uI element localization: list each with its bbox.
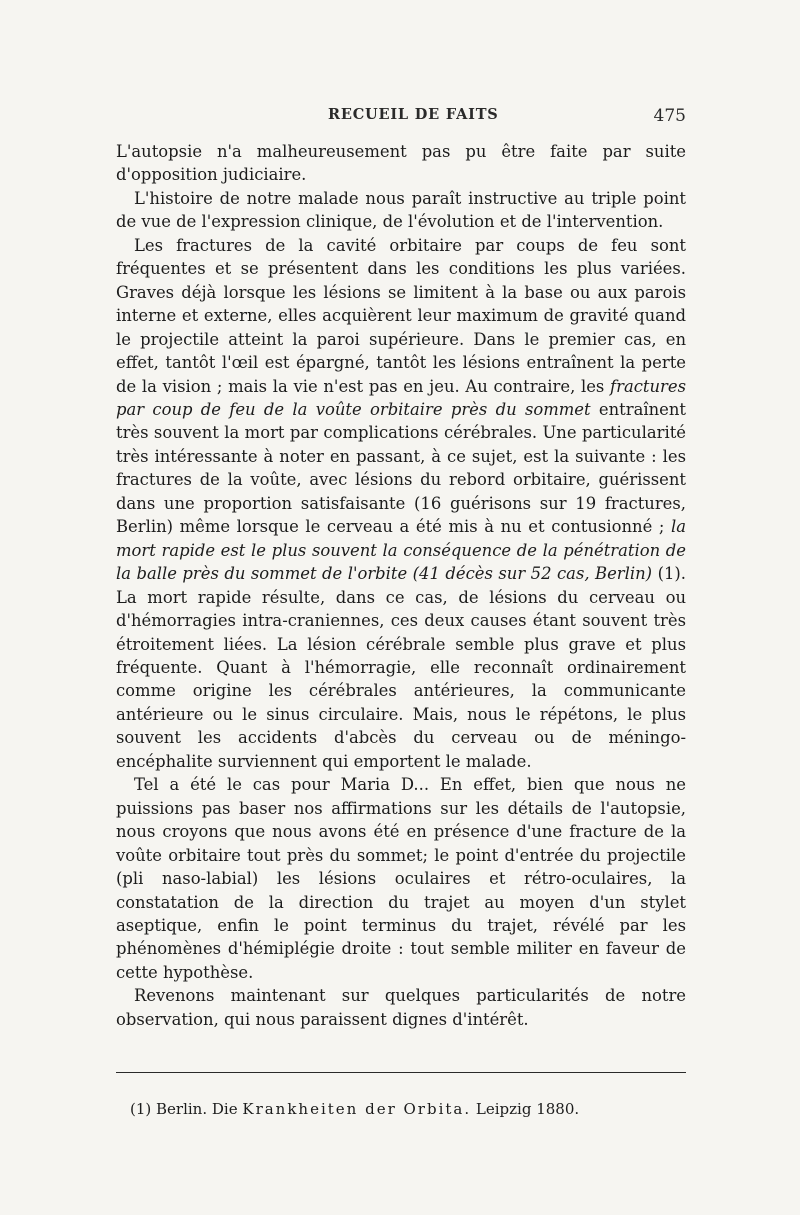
- running-title: RECUEIL DE FAITS: [328, 106, 499, 123]
- paragraph-histoire: [116, 187, 686, 234]
- body-text: [116, 140, 686, 1031]
- footnote-marker: (1) Berlin. Die: [130, 1100, 243, 1118]
- paragraph-autopsie: [116, 140, 686, 187]
- emphasis-mort-rapide: la mort rapide est le plus souvent la conséquence de la pénétration de la balle près du sommet de l'orbite (41 décès sur 52 cas, Berlin): [116, 517, 686, 584]
- footnote-tail: Leipzig 1880.: [471, 1100, 580, 1118]
- paragraph-text: L'autopsie n'a malheureusement pas pu être faite par suite d'opposition judiciaire.: [116, 142, 686, 185]
- paragraph-text: Les fractures de la cavité orbitaire par coups de feu sont fréquentes et se présentent dans les conditions les plus variées. Graves déjà lorsque les lésions se limitent à la base ou aux parois interne et externe, elles acquièrent leur maximum de gravité quand le projectile atteint la paroi supérieure. Dans le premier cas, en effet, tantôt l'œil est épargné, tantôt les lésions entraînent la perte de la vision ; mais la vie n'est pas en jeu. Au contraire, les: [116, 235, 686, 396]
- paragraph-text: Tel a été le cas pour Maria D... En effet, bien que nous ne puissions pas baser nos affirmations sur les détails de l'autopsie, nous croyons que nous avons été en présence d'une fracture de la voûte orbitaire tout près du sommet; le point d'entrée du projectile (pli naso-labial) les lésions oculaires et rétro-oculaires, la constatation de la direction du trajet au moyen d'un stylet aseptique, enfin le point terminus du trajet, révélé par les phénomènes d'hémiplégie droite : tout semble militer en faveur de cette hypothèse.: [116, 775, 686, 982]
- running-head: [116, 106, 686, 130]
- paragraph-maria: [116, 773, 686, 984]
- paragraph-text: entraînent très souvent la mort par complications cérébrales. Une particularité très intéressante à noter en passant, à ce sujet, est la suivante : les fractures de la voûte, avec lésions du rebord orbitaire, guérissent dans une proportion satisfaisante (16 guérisons sur 19 fractures, Berlin) même lorsque le cerveau a été mis à nu et contusionné ;: [116, 399, 687, 537]
- footnote: [130, 1099, 686, 1119]
- paragraph-text: Revenons maintenant sur quelques particularités de notre observation, qui nous paraissent dignes d'intérêt.: [116, 986, 686, 1029]
- footnote-book-title: Krankheiten der Orbita.: [242, 1100, 472, 1118]
- paragraph-text: (1). La mort rapide résulte, dans ce cas, de lésions du cerveau ou d'hémorragies intra-craniennes, ces deux causes étant souvent très étroitement liées. La lésion cérébrale semble plus grave et plus fréquente. Quant à l'hémorragie, elle reconnaît ordinairement comme origine les cérébrales antérieures, la communicante antérieure ou le sinus circulaire. Mais, nous le répétons, le plus souvent les accidents d'abcès du cerveau ou de méningo-encéphalite surviennent qui emportent le malade.: [116, 564, 686, 771]
- page-number: 475: [653, 106, 686, 126]
- footnote-rule: [116, 1072, 686, 1073]
- paragraph-fractures: [116, 234, 686, 773]
- paragraph-text: L'histoire de notre malade nous paraît instructive au triple point de vue de l'expression clinique, de l'évolution et de l'intervention.: [116, 188, 686, 232]
- emphasis-fractures: fractures par coup de feu de la voûte orbitaire près du sommet: [116, 376, 686, 419]
- paragraph-revenons: [116, 984, 686, 1031]
